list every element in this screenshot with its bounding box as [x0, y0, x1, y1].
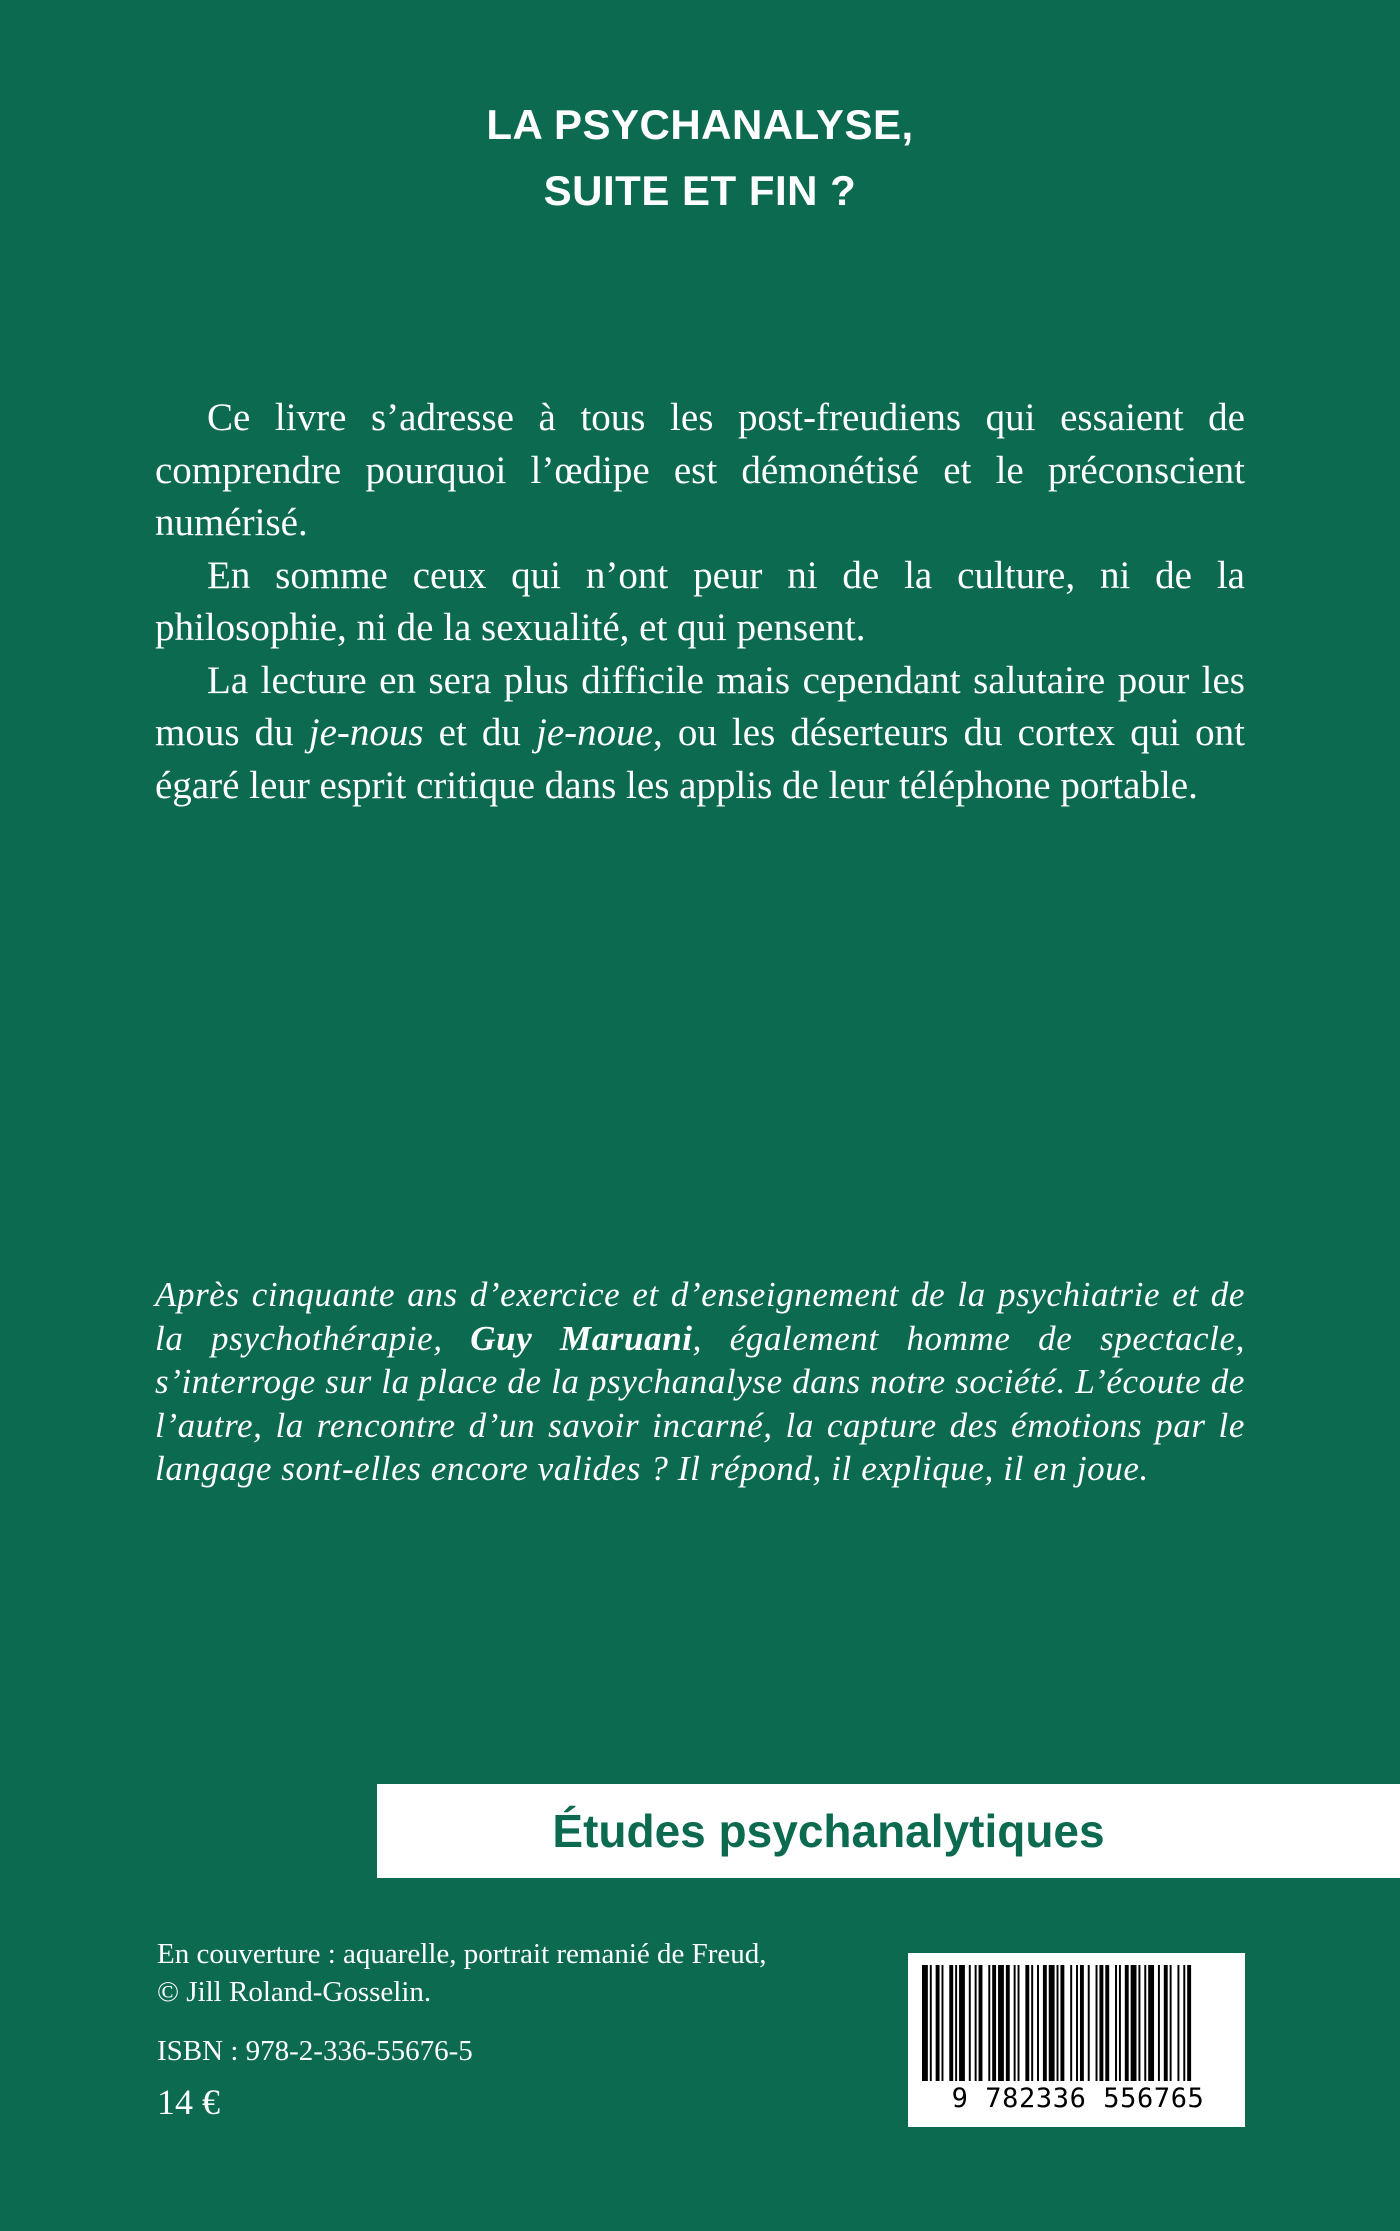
barcode-bar	[1187, 1965, 1191, 2081]
barcode-bar	[1025, 1965, 1029, 2081]
barcode-bar	[1164, 1965, 1168, 2081]
barcode-digits: 9 782336 556765	[951, 2083, 1205, 2114]
title-line-2: SUITE ET FIN ?	[543, 167, 857, 214]
barcode-bar	[1131, 1965, 1137, 2081]
credits-line-2: © Jill Roland-Gosselin.	[157, 1976, 432, 2008]
blurb-p3-text-1: La lecture en sera plus difficile mais cependant salutaire pour les mous du	[155, 658, 1245, 754]
blurb-p3-italic-2: je-noue	[536, 711, 653, 754]
barcode-bar	[1170, 1965, 1172, 2081]
barcode-bar	[1177, 1965, 1179, 2081]
barcode-bar	[1088, 1965, 1090, 2081]
author-note-before: Après cinquante ans d’exercice et d’enseignement de la psychiatrie et de la psychothérapie,	[155, 1275, 1245, 1358]
barcode-bar	[975, 1965, 977, 2081]
barcode-bar	[1031, 1965, 1033, 2081]
barcode-bar	[1037, 1965, 1039, 2081]
series-name: Études psychanalytiques	[552, 1805, 1105, 1857]
barcode-bar	[998, 1965, 1004, 2081]
barcode-bar	[1070, 1965, 1072, 2081]
barcode-bar	[1144, 1965, 1146, 2081]
blurb-paragraph-2: En somme ceux qui n’ont peur ni de la culture, ni de la philosophie, ni de la sexualité, et qui pensent.	[155, 553, 1245, 649]
author-note-after: , également homme de spectacle, s’interroge sur la place de la psychanalyse dans notre société. L’écoute de l’autre, la rencontre d’un savoir incarné, la capture des émotions par le langage sont-elles encore valides ? Il répond, il explique, il en joue.	[155, 1318, 1245, 1488]
title-line-1: LA PSYCHANALYSE,	[486, 101, 914, 148]
book-blurb	[155, 392, 1245, 812]
barcode-bar	[1043, 1965, 1047, 2081]
blurb-p3-text-2: et du	[423, 711, 537, 754]
barcode-bar	[1105, 1965, 1109, 2081]
blurb-paragraph-3	[155, 655, 1245, 813]
barcode-bar	[959, 1965, 965, 2081]
barcode-bar	[1018, 1965, 1020, 2081]
barcode-bar	[949, 1965, 953, 2081]
barcode-bar	[1125, 1965, 1129, 2081]
barcode-bar	[979, 1965, 983, 2081]
barcode-bar	[1060, 1965, 1064, 2081]
barcode-bar	[988, 1965, 990, 2081]
barcode-bar	[1183, 1965, 1185, 2081]
blurb-paragraph-1: Ce livre s’adresse à tous les post-freudiens qui essaient de comprendre pourquoi l’œdipe est démonétisé et le préconscient numérisé.	[155, 396, 1245, 544]
barcode-bar	[1115, 1965, 1117, 2081]
credits-line-1: En couverture : aquarelle, portrait remanié de Freud,	[157, 1938, 767, 1970]
barcode-bar	[1049, 1965, 1055, 2081]
barcode-bar	[1138, 1965, 1140, 2081]
book-title	[0, 92, 1400, 224]
barcode-bar	[922, 1965, 928, 2081]
barcode-bar	[1006, 1965, 1010, 2081]
cover-credits	[157, 1935, 767, 2011]
barcode	[908, 1953, 1245, 2127]
blurb-p3-text-3: , ou les déserteurs du cortex qui ont égaré leur esprit critique dans les applis de leur téléphone portable.	[155, 711, 1245, 807]
barcode-bar	[1076, 1965, 1078, 2081]
barcode-bar	[1014, 1965, 1016, 2081]
blurb-p3-italic-1: je-nous	[308, 711, 424, 754]
barcode-bar	[969, 1965, 971, 2081]
barcode-bar	[1057, 1965, 1059, 2081]
barcode-bar	[955, 1965, 957, 2081]
price: 14 €	[157, 2082, 220, 2122]
barcode-bar	[930, 1965, 932, 2081]
barcode-bar	[1119, 1965, 1121, 2081]
barcode-bar	[942, 1965, 944, 2081]
barcode-bar	[936, 1965, 940, 2081]
barcode-bar	[1148, 1965, 1154, 2081]
author-name: Guy Maruani	[470, 1318, 693, 1358]
barcode-bar	[992, 1965, 996, 2081]
barcode-bar	[1080, 1965, 1084, 2081]
series-band	[377, 1784, 1400, 1878]
barcode-bar	[1099, 1965, 1103, 2081]
author-note	[155, 1273, 1245, 1491]
isbn: ISBN : 978-2-336-55676-5	[157, 2035, 473, 2067]
barcode-bar	[1158, 1965, 1160, 2081]
barcode-bar	[1096, 1965, 1098, 2081]
